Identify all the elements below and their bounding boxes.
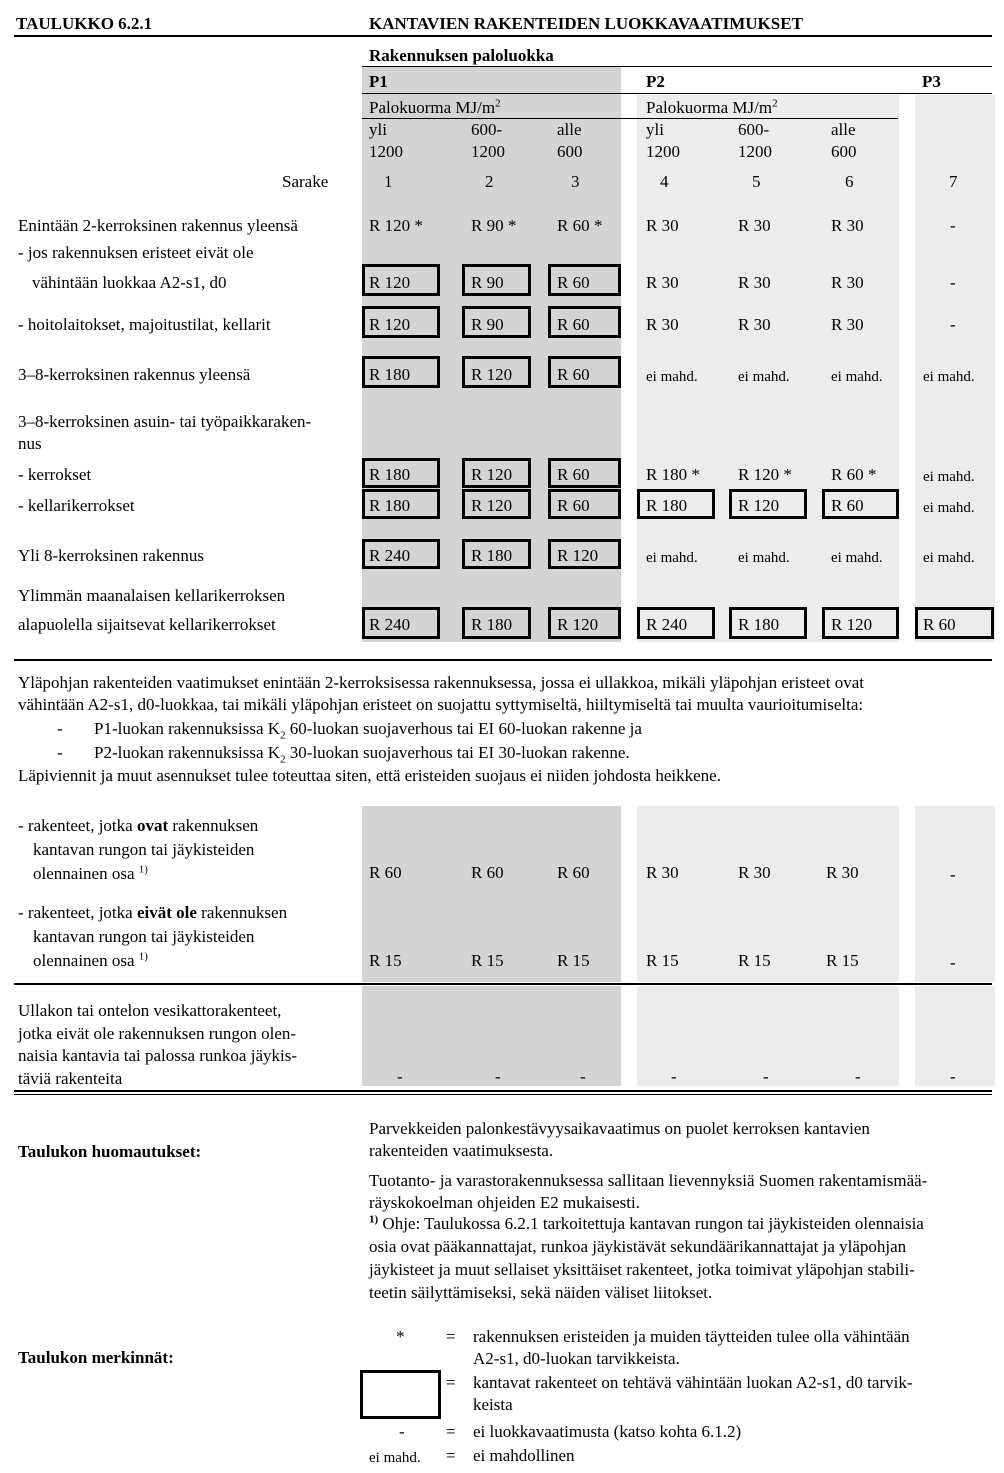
legend-star-line-2: A2-s1, d0-luokan tarvikkeista.: [473, 1349, 680, 1368]
cell: R 180: [646, 496, 688, 515]
header-top-rule: [14, 35, 992, 37]
notes-p3-line-4: teetin säilyttämiseksi, sekä näiden väliset liitokset.: [369, 1283, 713, 1302]
p2-label: P2: [646, 72, 665, 91]
notes-p3-line-1: $^{1)}$ Ohje: Taulukossa 6.2.1 tarkoitettuja kantavan rungon tai jäykisteiden olennaisia: [369, 1213, 924, 1233]
row-label: 3–8-kerroksinen asuin- tai työpaikkaraken-: [18, 412, 312, 431]
cell: ei mahd.: [831, 369, 883, 385]
cell: R 90: [471, 315, 504, 334]
legend-box-line-1: kantavat rakenteet on tehtävä vähintään luokan A2-s1, d0 tarvik-: [473, 1373, 913, 1392]
row-label: Ylimmän maanalaisen kellarikerroksen: [18, 586, 286, 605]
col-label-5: 600- 1200: [738, 120, 772, 161]
cell: R 30: [738, 216, 771, 235]
cell: R 120: [831, 615, 873, 634]
fire-class-heading: Rakennuksen paloluokka: [369, 46, 554, 65]
legend-box-symbol: [360, 1370, 441, 1419]
roof-bullet-dash-2: -: [57, 743, 63, 762]
cell: -: [580, 1067, 586, 1086]
cell: R 30: [826, 863, 859, 882]
notes-p3-line-2: osia ovat pääkannattajat, runkoa jäykistävät sekundäärikannattajat ja yläpohjan: [369, 1237, 907, 1256]
cell: R 240: [646, 615, 688, 634]
cell: R 180: [369, 465, 411, 484]
rule-section-2: [14, 983, 992, 985]
cell: ei mahd.: [831, 550, 883, 566]
cell: R 180: [369, 496, 411, 515]
cell: -: [763, 1067, 769, 1086]
notes-p2-line-2: räyskokoelman ohjeiden E2 mukaisesti.: [369, 1193, 640, 1212]
legend-star-line-1: rakennuksen eristeiden ja muiden täytteiden tulee olla vähintään: [473, 1327, 910, 1346]
cell: R 60: [557, 315, 590, 334]
row-label: Yli 8-kerroksinen rakennus: [18, 546, 205, 565]
col-number-2: 2: [485, 172, 494, 191]
cell: R 90: [471, 273, 504, 292]
sarake-label: Sarake: [282, 172, 329, 191]
cell: R 120 *: [738, 465, 792, 484]
cell: R 120 *: [369, 216, 423, 235]
cell: -: [950, 273, 956, 292]
attic-row-label: Ullakon tai ontelon vesikattorakenteet, jotka eivät ole rakennuksen rungon olen- naisia kantavia tai palossa runkoa jäykis- täviä rakenteita: [18, 1001, 297, 1088]
cell: R 60: [923, 615, 956, 634]
row-label: Enintään 2-kerroksinen rakennus yleensä: [18, 216, 298, 235]
cell: ei mahd.: [738, 550, 790, 566]
cell: ei mahd.: [923, 369, 975, 385]
cell: R 60: [369, 863, 402, 882]
row-label: - hoitolaitokset, majoitustilat, kellarit: [18, 315, 271, 334]
cell: ei mahd.: [646, 550, 698, 566]
cell: R 120: [471, 365, 513, 384]
cell: R 60: [557, 365, 590, 384]
cell: R 60 *: [557, 216, 603, 235]
p3-label: P3: [922, 72, 941, 91]
row-label: 3–8-kerroksinen rakennus yleensä: [18, 365, 251, 384]
rule-section-3b: [14, 1094, 992, 1095]
col-number-3: 3: [571, 172, 580, 191]
cell: -: [950, 1067, 956, 1086]
legend-eq-1: =: [446, 1327, 456, 1346]
cell: R 15: [369, 951, 402, 970]
cell: R 30: [646, 863, 679, 882]
cell: R 30: [831, 315, 864, 334]
roof-row-1-label: - rakenteet, jotka ovat rakennuksen kantavan rungon tai jäykisteiden olennainen osa $^{1)}$: [18, 816, 259, 883]
cell: ei mahd.: [923, 550, 975, 566]
cell: R 180: [471, 615, 513, 634]
table-id: TAULUKKO 6.2.1: [16, 14, 153, 33]
legend-eimahd-symbol: ei mahd.: [369, 1450, 421, 1466]
cell: -: [950, 315, 956, 334]
p1-label: P1: [369, 72, 388, 91]
col-label-2: 600- 1200: [471, 120, 505, 161]
roof-bullet-dash-1: -: [57, 719, 63, 738]
cell: R 180 *: [646, 465, 700, 484]
rule-section-3: [14, 1090, 992, 1092]
cell: R 15: [471, 951, 504, 970]
cell: R 15: [826, 951, 859, 970]
cell: R 120: [557, 615, 599, 634]
cell: R 30: [646, 273, 679, 292]
cell: R 240: [369, 546, 411, 565]
rule-p-labels: [362, 93, 992, 94]
notes-p3-line-3: jäykisteet ja muut sellaiset yksittäiset rakenteet, jotka toimivat yläpohjan stabili-: [369, 1260, 915, 1279]
legend-dash-text: ei luokkavaatimusta (katso kohta 6.1.2): [473, 1422, 742, 1441]
col-label-6: alle 600: [831, 120, 857, 161]
notes-p1-line-1: Parvekkeiden palonkestävyysaikavaatimus on puolet kerroksen kantavien: [369, 1119, 870, 1138]
cell: -: [495, 1067, 501, 1086]
cell: R 30: [831, 273, 864, 292]
cell: -: [950, 216, 956, 235]
cell: R 15: [557, 951, 590, 970]
cell: ei mahd.: [923, 469, 975, 485]
cell: R 60: [831, 496, 864, 515]
col-number-5: 5: [752, 172, 761, 191]
cell: R 60: [557, 465, 590, 484]
roof-row-2-label: - rakenteet, jotka eivät ole rakennuksen kantavan rungon tai jäykisteiden olennainen osa $^{1)}$: [18, 903, 288, 970]
cell: R 120: [738, 496, 780, 515]
p2-header-white: [637, 67, 915, 95]
notes-p2-line-1: Tuotanto- ja varastorakennuksessa sallitaan lievennyksiä Suomen rakentamismää-: [369, 1171, 928, 1190]
notes-p1-line-2: rakenteiden vaatimuksesta.: [369, 1141, 554, 1160]
cell: R 60: [557, 273, 590, 292]
cell: R 240: [369, 615, 411, 634]
cell: R 60: [471, 863, 504, 882]
col-number-1: 1: [384, 172, 393, 191]
cell: R 30: [646, 216, 679, 235]
roof-bullet-2: P2-luokan rakennuksissa $K_2$ 30-luokan suojaverhous tai EI 30-luokan rakenne.: [94, 743, 630, 766]
cell: R 180: [471, 546, 513, 565]
cell: R 30: [738, 863, 771, 882]
fire-load-p1: Palokuorma $MJ/m^2$: [369, 97, 501, 117]
cell: R 30: [738, 273, 771, 292]
legend-heading: Taulukon merkinnät:: [18, 1348, 174, 1367]
row-label: - jos rakennuksen eristeet eivät ole: [18, 243, 254, 262]
roof-text-line-2: vähintään A2-s1, d0-luokkaa, tai mikäli yläpohjan eristeet on suojattu syttymiseltä, hiiltymiseltä tai muulta vaurioitumiselta:: [18, 695, 864, 714]
legend-eimahd-text: ei mahdollinen: [473, 1446, 575, 1465]
col-label-4: yli 1200: [646, 120, 680, 161]
cell: R 180: [369, 365, 411, 384]
legend-box-line-2: keista: [473, 1395, 513, 1414]
cell: R 120: [369, 273, 411, 292]
roof-bullet-1: P1-luokan rakennuksissa $K_2$ 60-luokan suojaverhous tai EI 60-luokan rakenne ja: [94, 719, 642, 742]
legend-star-symbol: *: [396, 1327, 405, 1346]
cell: R 90 *: [471, 216, 517, 235]
legend-eq-2: =: [446, 1373, 456, 1392]
cell: R 30: [738, 315, 771, 334]
legend-eq-4: =: [446, 1446, 456, 1465]
cell: -: [855, 1067, 861, 1086]
cell: -: [671, 1067, 677, 1086]
row-label-2: alapuolella sijaitsevat kellarikerrokset: [18, 615, 276, 634]
legend-eq-3: =: [446, 1422, 456, 1441]
cell: R 120: [471, 496, 513, 515]
cell: ei mahd.: [738, 369, 790, 385]
col-label-1: yli 1200: [369, 120, 403, 161]
cell: -: [397, 1067, 403, 1086]
cell: R 60: [557, 863, 590, 882]
roof-text-line-1: Yläpohjan rakenteiden vaatimukset enintään 2-kerroksisessa rakennuksessa, jossa ei ullakkoa, mikäli yläpohjan eristeet ovat: [18, 673, 864, 692]
notes-heading: Taulukon huomautukset:: [18, 1142, 202, 1161]
col-label-3: alle 600: [557, 120, 583, 161]
cell: R 180: [738, 615, 780, 634]
cell: ei mahd.: [646, 369, 698, 385]
cell: R 30: [646, 315, 679, 334]
rule-section-1: [14, 659, 992, 661]
row-label: - kerrokset: [18, 465, 92, 484]
cell: R 15: [738, 951, 771, 970]
col-number-7: 7: [949, 172, 958, 191]
cell: R 15: [646, 951, 679, 970]
fire-load-p2: Palokuorma $MJ/m^2$: [646, 97, 778, 117]
cell: R 30: [831, 216, 864, 235]
cell: -: [950, 953, 956, 972]
col-number-4: 4: [660, 172, 669, 191]
legend-dash-symbol: -: [399, 1422, 405, 1441]
cell: R 120: [557, 546, 599, 565]
cell: R 60: [557, 496, 590, 515]
row-label: - kellarikerrokset: [18, 496, 135, 515]
row-label-2: vähintään luokkaa A2-s1, d0: [32, 273, 227, 292]
row-label-2: nus: [18, 434, 42, 453]
cell: ei mahd.: [923, 500, 975, 516]
cell: R 120: [369, 315, 411, 334]
table-title: KANTAVIEN RAKENTEIDEN LUOKKAVAATIMUKSET: [369, 14, 803, 33]
cell: R 60 *: [831, 465, 877, 484]
cell: R 120: [471, 465, 513, 484]
cell: -: [950, 865, 956, 884]
col-number-6: 6: [845, 172, 854, 191]
roof-text-line-5: Läpiviennit ja muut asennukset tulee toteuttaa siten, että eristeiden suojaus ei niiden johdosta heikkene.: [18, 766, 721, 785]
